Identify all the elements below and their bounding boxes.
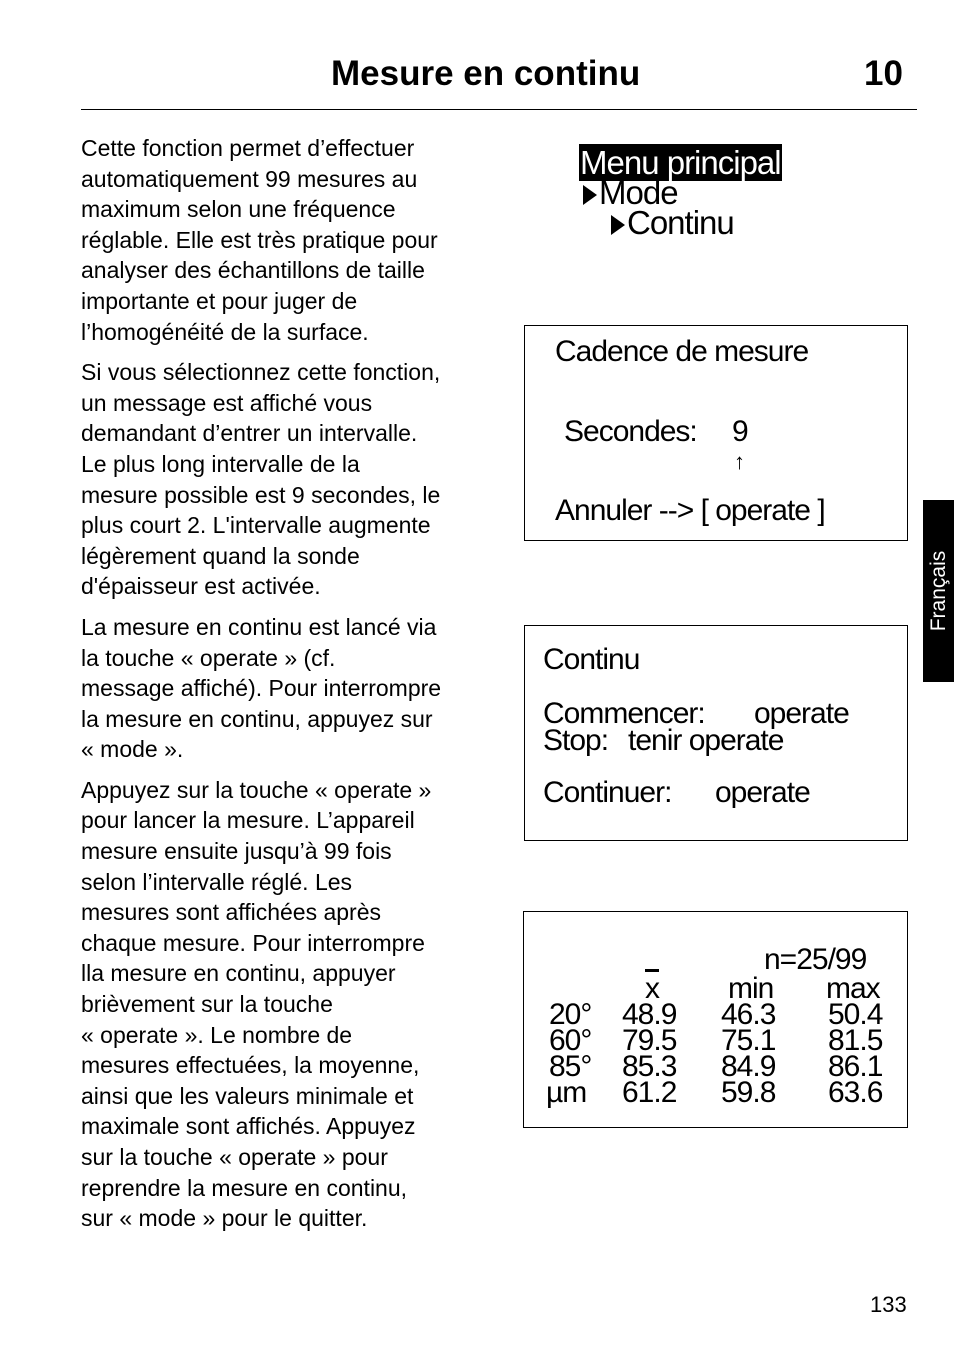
continu-title: Continu [543, 643, 640, 676]
value-mean: 79.5 [622, 1024, 677, 1057]
value-max: 86.1 [828, 1050, 883, 1083]
menu-path [579, 144, 782, 241]
triangle-right-icon [583, 185, 597, 205]
chapter-number: 10 [864, 54, 903, 93]
menu-mode-label: Mode [599, 174, 678, 211]
language-tab [923, 500, 954, 682]
menu-continu-label: Continu [627, 204, 734, 241]
value-mean: 48.9 [622, 998, 677, 1031]
page-number: 133 [870, 1292, 907, 1317]
start-label: Commencer: [543, 697, 705, 730]
cancel-line: Annuler --> [ operate ] [555, 494, 825, 527]
language-tab-label: Français [926, 550, 950, 632]
stop-label: Stop: [543, 724, 609, 757]
value-max: 50.4 [828, 998, 883, 1031]
value-max: 81.5 [828, 1024, 883, 1057]
paragraph-operate: Appuyez sur la touche « operate » pour lancer la mesure. L’appareil mesure ensuite jusqu’à 99 fois selon l’intervalle réglé. Les mesures sont affichées après chaque mesure. Pour interrompre lla mesure en continu, appuyer brièvement sur la touche « operate ». Le nombre de mesures effectuées, la moyenne, ainsi que les valeurs minimale et maximale sont affichés. Appuyez sur la touche « operate » pour reprendre la mesure en continu, sur « mode » pour le quitter. [81, 776, 432, 1232]
paragraph-interval: Si vous sélectionnez cette fonction, un message est affiché vous demandant d’entrer un intervalle. Le plus long intervalle de la mesure possible est 9 secondes, le plus court 2. L'intervalle augmente légèrement quand la sonde d'épaisseur est activée. [81, 359, 441, 600]
body-text [81, 133, 501, 1244]
menu-principal-label: Menu principal [580, 144, 781, 181]
value-max: 63.6 [828, 1076, 883, 1109]
value-min: 84.9 [721, 1050, 776, 1083]
row-label: 60° [549, 1024, 592, 1057]
screen-results [523, 911, 908, 1128]
cursor-arrow-icon: ↑ [734, 449, 744, 474]
seconds-value: 9 [732, 415, 748, 448]
value-mean: 61.2 [622, 1076, 677, 1109]
column-mean: $\overline{x}$ [645, 972, 659, 1005]
column-min: min [728, 972, 774, 1005]
triangle-right-icon [611, 215, 625, 235]
value-min: 59.8 [721, 1076, 776, 1109]
screen-cadence [524, 325, 908, 541]
screen-continu [524, 625, 908, 841]
page-title: Mesure en continu [331, 54, 641, 93]
column-max: max [826, 972, 880, 1005]
paragraph-start: La mesure en continu est lancé via la touche « operate » (cf. message affiché). Pour interrompre la mesure en continu, appuyez sur « mode ». [81, 613, 442, 763]
continue-value: operate [715, 776, 810, 809]
count-value: n=25/99 [764, 943, 867, 976]
menu-row-continu [579, 204, 782, 241]
row-label: 20° [549, 998, 592, 1031]
seconds-label: Secondes: [564, 415, 697, 448]
stop-value: tenir operate [628, 724, 784, 757]
paragraph-intro: Cette fonction permet d’effectuer automatiquement 99 mesures au maximum selon une fréquence réglable. Elle est très pratique pour analyser des échantillons de taille importante et pour juger de l’homogénéité de la surface. [81, 135, 438, 345]
header-divider [81, 109, 917, 110]
continue-label: Continuer: [543, 776, 672, 809]
value-min: 75.1 [721, 1024, 776, 1057]
value-min: 46.3 [721, 998, 776, 1031]
cadence-title: Cadence de mesure [555, 335, 809, 368]
value-mean: 85.3 [622, 1050, 677, 1083]
row-label: µm [546, 1076, 587, 1109]
start-value: operate [754, 697, 849, 730]
row-label: 85° [549, 1050, 592, 1083]
